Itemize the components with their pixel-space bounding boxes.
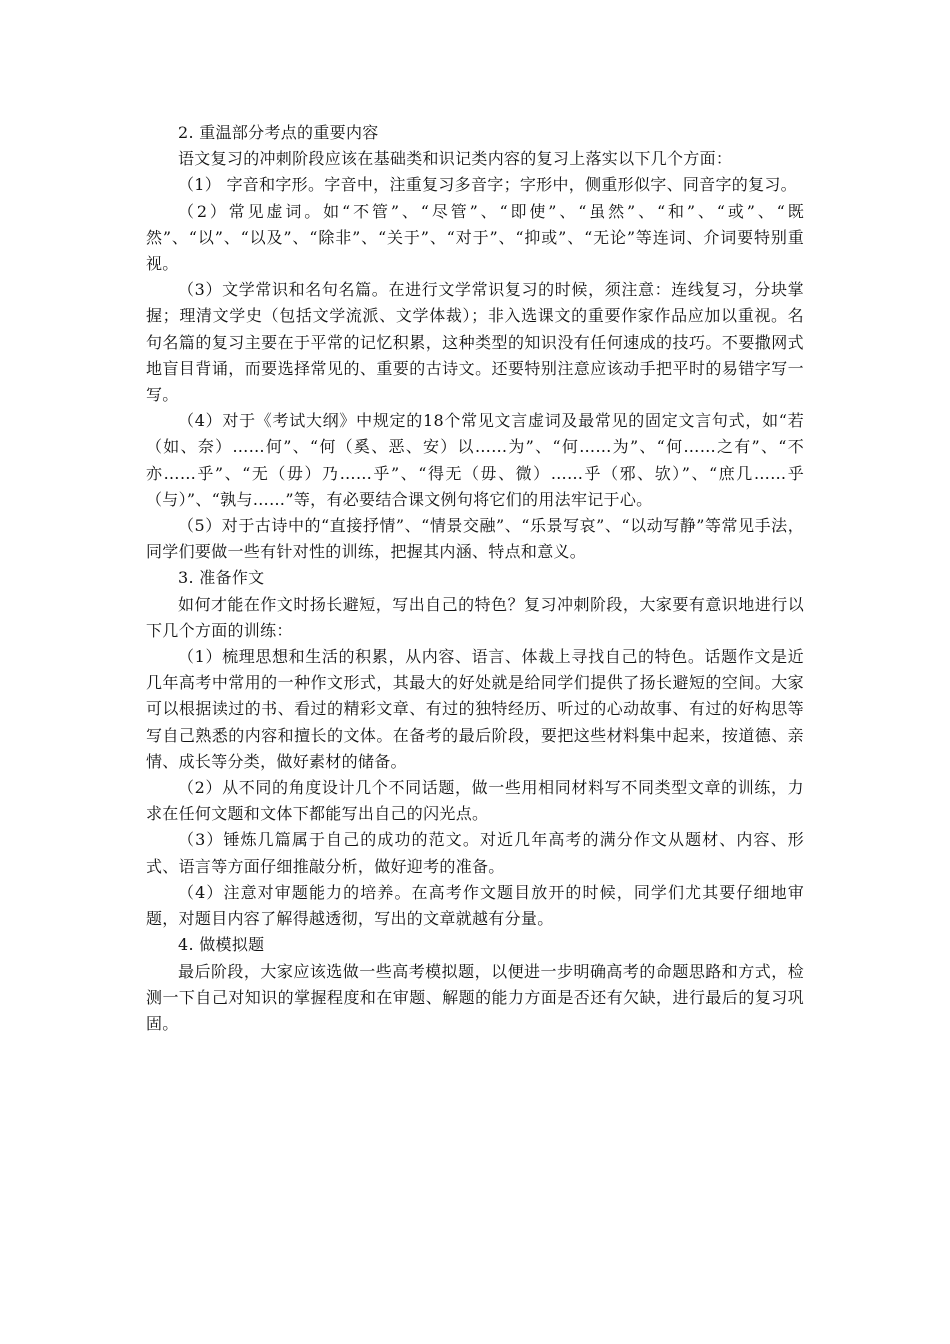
section-heading-mock-exams: 4. 做模拟题 (178, 935, 265, 955)
paragraph-function-words: （2）常见虚词。如“不管”、“尽管”、“即使”、“虽然”、“和”、“或”、“既然”、“以”、“以及”、“除非”、“关于”、“对于”、“抑或”、“无论”等连词、介词要特别重视。 (146, 201, 804, 274)
paragraph-pronunciation: （1） 字音和字形。字音中，注重复习多音字；字形中，侧重形似字、同音字的复习。 (178, 175, 797, 195)
paragraph-poetry-techniques: （5）对于古诗中的“直接抒情”、“情景交融”、“乐景写哀”、“以动写静”等常见手法，同学们要做一些有针对性的训练，把握其内涵、特点和意义。 (146, 516, 804, 562)
document-body (146, 120, 804, 1037)
section-heading-review: 2. 重温部分考点的重要内容 (178, 123, 379, 142)
paragraph-writing-intro: 如何才能在作文时扬长避短，写出自己的特色？复习冲刺阶段，大家要有意识地进行以下几个方面的训练： (146, 594, 804, 640)
paragraph-writing-accumulation: （1）梳理思想和生活的积累，从内容、语言、体裁上寻找自己的特色。话题作文是近几年高考中常用的一种作文形式，其最大的好处就是给同学们提供了扬长避短的空间。大家可以根据读过的书、看过的精彩文章、有过的独特经历、听过的心动故事、有过的好构思等写自己熟悉的内容和擅长的文体。在备考的最后阶段，要把这些材料集中起来，按道德、亲情、成长等分类，做好素材的储备。 (146, 647, 804, 771)
paragraph-literature: （3）文学常识和名句名篇。在进行文学常识复习的时候，须注意：连线复习，分块掌握；理清文学史（包括文学流派、文学体裁）；非入选课文的重要作家作品应加以重视。名句名篇的复习主要在于平常的记忆积累，这种类型的知识没有任何速成的技巧。不要撒网式地盲目背诵，而要选择常见的、重要的古诗文。还要特别注意应该动手把平时的易错字写一写。 (146, 280, 804, 405)
paragraph-classical-chinese: （4）对于《考试大纲》中规定的18个常见文言虚词及最常见的固定文言句式，如“若（如、奈）……何”、“何（奚、恶、安）以……为”、“何……为”、“何……之有”、“不亦……乎”、“无（毋）乃……乎”、“得无（毋、微）……乎（邪、欤）”、“庶几……乎（与）”、“孰与……”等，有必要结合课文例句将它们的用法牢记于心。 (146, 411, 804, 509)
paragraph-writing-topics: （2）从不同的角度设计几个不同话题，做一些用相同材料写不同类型文章的训练，力求在任何文题和文体下都能写出自己的闪光点。 (146, 778, 804, 824)
paragraph-review-intro: 语文复习的冲刺阶段应该在基础类和识记类内容的复习上落实以下几个方面： (178, 149, 733, 169)
paragraph-writing-analysis: （4）注意对审题能力的培养。在高考作文题目放开的时候，同学们尤其要仔细地审题，对题目内容了解得越透彻，写出的文章就越有分量。 (146, 882, 804, 929)
paragraph-writing-models: （3）锤炼几篇属于自己的成功的范文。对近几年高考的满分作文从题材、内容、形式、语言等方面仔细推敲分析，做好迎考的准备。 (146, 830, 804, 876)
paragraph-mock-exams: 最后阶段，大家应该选做一些高考模拟题，以便进一步明确高考的命题思路和方式，检测一下自己对知识的掌握程度和在审题、解题的能力方面是否还有欠缺，进行最后的复习巩固。 (146, 961, 804, 1033)
section-heading-writing: 3. 准备作文 (178, 568, 265, 588)
